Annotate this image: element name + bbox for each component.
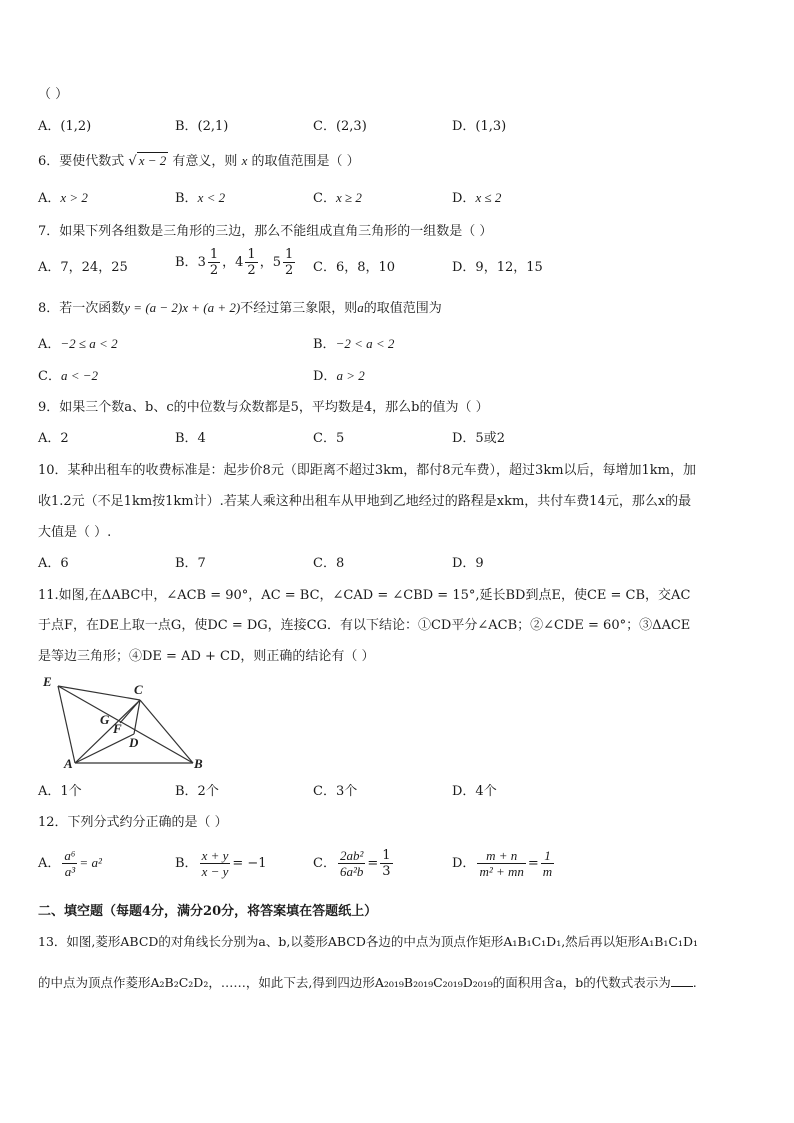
q6-sqrt: √ x − 2 xyxy=(128,153,167,169)
q11-line3: 是等边三角形；④DE = AD + CD，则正确的结论有（ ） xyxy=(38,649,375,664)
q12-option-c[interactable]: C． $\frac{\text{2ab²}}{\text{6a²b}}$ = $\frac{1}{3}$ xyxy=(313,848,391,879)
q11-line1: 11.如图,在ΔABC中，∠ACB = 90°，AC = BC，∠CAD = ∠CBD = 15°,延长BD到点E，使CE = CB，交AC xyxy=(38,588,691,603)
q9-stem: 9．如果三个数a、b、c的中位数与众数都是5，平均数是4，那么b的值为（ ） xyxy=(38,400,489,415)
q6-post: 的取值范围是（ ） xyxy=(251,154,360,169)
q11-option-b[interactable]: B．2个 xyxy=(175,784,219,799)
q10-option-b[interactable]: B．7 xyxy=(175,556,206,571)
q6-mid: 有意义，则 xyxy=(172,154,238,169)
q6-var: x xyxy=(241,153,248,168)
q12-option-d[interactable]: D． $\frac{m + n}{\text{m² + mn}}$ = $\frac{1}{m}$ xyxy=(452,848,553,879)
q9-option-a[interactable]: A．2 xyxy=(38,431,69,446)
q7-option-a[interactable]: A．7，24，25 xyxy=(38,260,128,275)
q9-option-b[interactable]: B．4 xyxy=(175,431,206,446)
q11-option-d[interactable]: D．4个 xyxy=(452,784,497,799)
q8-formula: y = (a − 2)x + (a + 2) xyxy=(124,300,241,315)
q7-option-d[interactable]: D．9，12，15 xyxy=(452,260,543,275)
q10-line3: 大值是（ ）. xyxy=(38,525,112,540)
q13-line1: 13．如图,菱形ABCD的对角线长分别为a、b,以菱形ABCD各边的中点为顶点作矩形A₁B₁C₁D₁,然后再以矩形A₁B₁C₁D₁ xyxy=(38,934,699,949)
q6-option-a[interactable]: A．x > 2 xyxy=(38,190,88,206)
fig-line-cb xyxy=(140,700,193,763)
q11-option-c[interactable]: C．3个 xyxy=(313,784,358,799)
q8-option-c[interactable]: C．a < −2 xyxy=(38,368,98,384)
fig-line-ac xyxy=(75,700,140,763)
q7-option-c[interactable]: C．6，8，10 xyxy=(313,260,396,275)
q8-option-a[interactable]: A．−2 ≤ a < 2 xyxy=(38,336,118,352)
fig-label-c: C xyxy=(134,682,143,697)
q6-option-c[interactable]: C．x ≥ 2 xyxy=(313,190,362,206)
q11-option-a[interactable]: A．1个 xyxy=(38,784,82,799)
q9-option-d[interactable]: D．5或2 xyxy=(452,431,505,446)
q5-option-b[interactable]: B．(2,1) xyxy=(175,119,229,134)
fig-label-a: A xyxy=(64,756,73,771)
q5-option-d[interactable]: D．(1,3) xyxy=(452,119,507,134)
q10-line1: 10．某种出租车的收费标准是：起步价8元（即距离不超过3km，都付8元车费），超过3km以后，每增加1km，加 xyxy=(38,463,697,478)
q8-option-b[interactable]: B．−2 < a < 2 xyxy=(313,336,395,352)
q5-option-c[interactable]: C．(2,3) xyxy=(313,119,367,134)
fig-label-g: G xyxy=(100,712,110,727)
q10-line2: 收1.2元（不足1km按1km计）.若某人乘这种出租车从甲地到乙地经过的路程是xkm，共付车费14元，那么x的最 xyxy=(38,494,692,509)
q12-option-a[interactable]: A． $\frac{\text{a⁶}}{\text{a³}}$ = a² xyxy=(38,848,102,879)
q13-line2: 的中点为顶点作菱形A₂B₂C₂D₂，……，如此下去,得到四边形A₂₀₁₉B₂₀₁₉C₂₀₁₉D₂₀₁₉的面积用含a，b的代数式表示为 . xyxy=(38,975,697,990)
q7-option-b[interactable]: B．3 $\frac{1}{2}$ ，4 $\frac{1}{2}$ ，5 $\frac{1}{2}$ xyxy=(175,247,294,278)
section2-title: 二、填空题（每题4分，满分20分，将答案填在答题纸上） xyxy=(38,904,378,919)
q5-option-a[interactable]: A．(1,2) xyxy=(38,119,92,134)
fig-label-b: B xyxy=(194,756,203,771)
q8-option-d[interactable]: D．a > 2 xyxy=(313,368,365,384)
q12-stem: 12．下列分式约分正确的是（ ） xyxy=(38,815,228,830)
q13-answer-blank[interactable] xyxy=(671,974,693,987)
q10-option-a[interactable]: A．6 xyxy=(38,556,69,571)
fig-label-e: E xyxy=(43,674,52,689)
q10-option-c[interactable]: C．8 xyxy=(313,556,345,571)
q6-pre: 6．要使代数式 xyxy=(38,154,125,169)
q9-option-c[interactable]: C．5 xyxy=(313,431,345,446)
q10-option-d[interactable]: D．9 xyxy=(452,556,484,571)
fig-line-ad xyxy=(75,734,134,763)
q6-option-b[interactable]: B．x < 2 xyxy=(175,190,226,206)
q11-triangle-figure xyxy=(38,672,208,772)
q7-stem: 7．如果下列各组数是三角形的三边，那么不能组成直角三角形的一组数是（ ） xyxy=(38,224,493,239)
q6-option-d[interactable]: D．x ≤ 2 xyxy=(452,190,502,206)
q8-stem: 8．若一次函数y = (a − 2)x + (a + 2)不经过第三象限，则a的取值范围为 xyxy=(38,300,442,316)
fig-line-ea xyxy=(58,686,75,763)
leftover-paren: （ ） xyxy=(38,87,69,102)
fig-label-f: F xyxy=(113,721,122,736)
q11-line2: 于点F，在DE上取一点G，使DC = DG，连接CG．有以下结论：①CD平分∠ACB；②∠CDE = 60°；③ΔACE xyxy=(38,618,691,633)
fig-label-d: D xyxy=(129,735,139,750)
q12-option-b[interactable]: B． $\frac{x + y}{x - y}$ = −1 xyxy=(175,848,267,879)
q6-stem xyxy=(38,150,360,169)
